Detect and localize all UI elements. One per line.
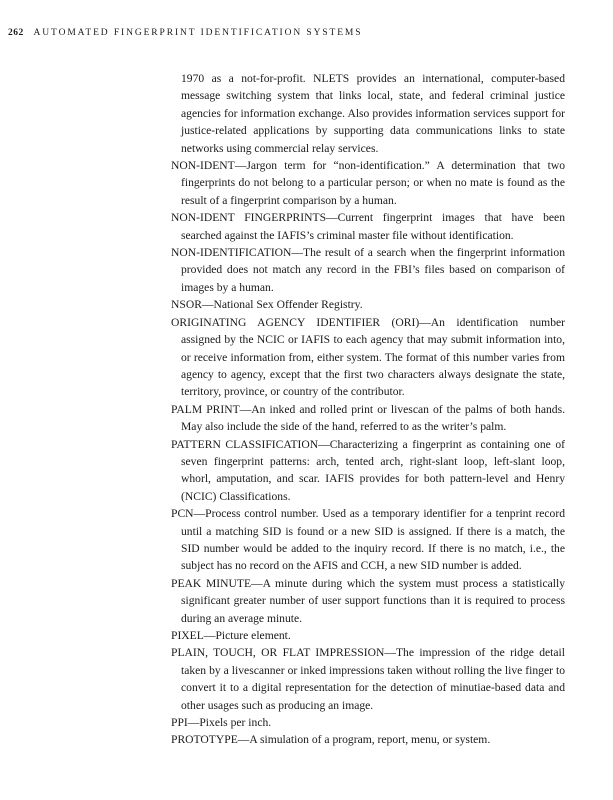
glossary-entry-prototype: PROTOTYPE—A simulation of a program, report, menu, or system. bbox=[171, 733, 491, 747]
glossary-entry-non-ident-fingerprints: NON-IDENT FINGERPRINTS—Current fingerprint images that have been searched against the IAFIS’s criminal master file without identification. bbox=[171, 211, 565, 242]
glossary-entry-pattern-classification: PATTERN CLASSIFICATION—Characterizing a fingerprint as containing one of seven fingerprint patterns: arch, tented arch, right-slant loop, left-slant loop, whorl, amputation, and scar. IAFIS provides for both pattern-level and Henry (NCIC) Classifications. bbox=[171, 437, 565, 503]
glossary-body bbox=[171, 70, 565, 749]
continued-definition: 1970 as a not-for-profit. NLETS provides an international, computer-based message switching system that links local, state, and federal criminal justice agencies for information exchange. Also provides information services support for justice-related applications by supporting data communications links to state networks using commercial relay services. bbox=[181, 72, 565, 155]
glossary-entry-non-identification: NON-IDENTIFICATION—The result of a search when the fingerprint information provided does not match any record in the FBI’s files based on comparison of images by a human. bbox=[171, 246, 565, 294]
glossary-entry-palm-print: PALM PRINT—An inked and rolled print or livescan of the palms of both hands. May also include the side of the hand, referred to as the writer’s palm. bbox=[171, 402, 565, 434]
glossary-entry-ori: ORIGINATING AGENCY IDENTIFIER (ORI)—An identification number assigned by the NCIC or IAFIS to each agency that may submit information into, or receive information from, either system. The format of this number varies from agency to agency, except that the first two characters always designate the state, territory, province, or country of the contributor. bbox=[171, 315, 565, 399]
glossary-entry-plain-impression: PLAIN, TOUCH, OR FLAT IMPRESSION—The impression of the ridge detail taken by a livescanner or inked impressions taken without rolling the live finger to convert it to a digital representation for the detection of minutiae-based data and other usages such as producing an image. bbox=[171, 646, 565, 712]
glossary-entry-pcn: PCN—Process control number. Used as a temporary identifier for a tenprint record until a matching SID is found or a new SID is assigned. If there is a match, the SID number would be added to the inquiry record. If there is no match, i.e., the subject has no record on the AFIS and CCH, a new SID number is added. bbox=[171, 507, 565, 573]
glossary-entry-ppi: PPI—Pixels per inch. bbox=[171, 716, 272, 730]
page-number: 262 bbox=[8, 28, 24, 38]
running-head bbox=[8, 28, 362, 38]
glossary-entry-nsor: NSOR—National Sex Offender Registry. bbox=[171, 298, 363, 312]
glossary-entry-peak-minute: PEAK MINUTE—A minute during which the system must process a statistically significant greater number of user support functions than it is required to process during an average minute. bbox=[171, 576, 565, 625]
running-title: AUTOMATED FINGERPRINT IDENTIFICATION SYSTEMS bbox=[33, 28, 363, 38]
glossary-entry-pixel: PIXEL—Picture element. bbox=[171, 629, 291, 642]
glossary-entry-non-ident: NON-IDENT—Jargon term for “non-identification.” A determination that two fingerprints do not belong to a particular person; or when no mate is found as the result of a fingerprint comparison by a human. bbox=[171, 159, 565, 207]
